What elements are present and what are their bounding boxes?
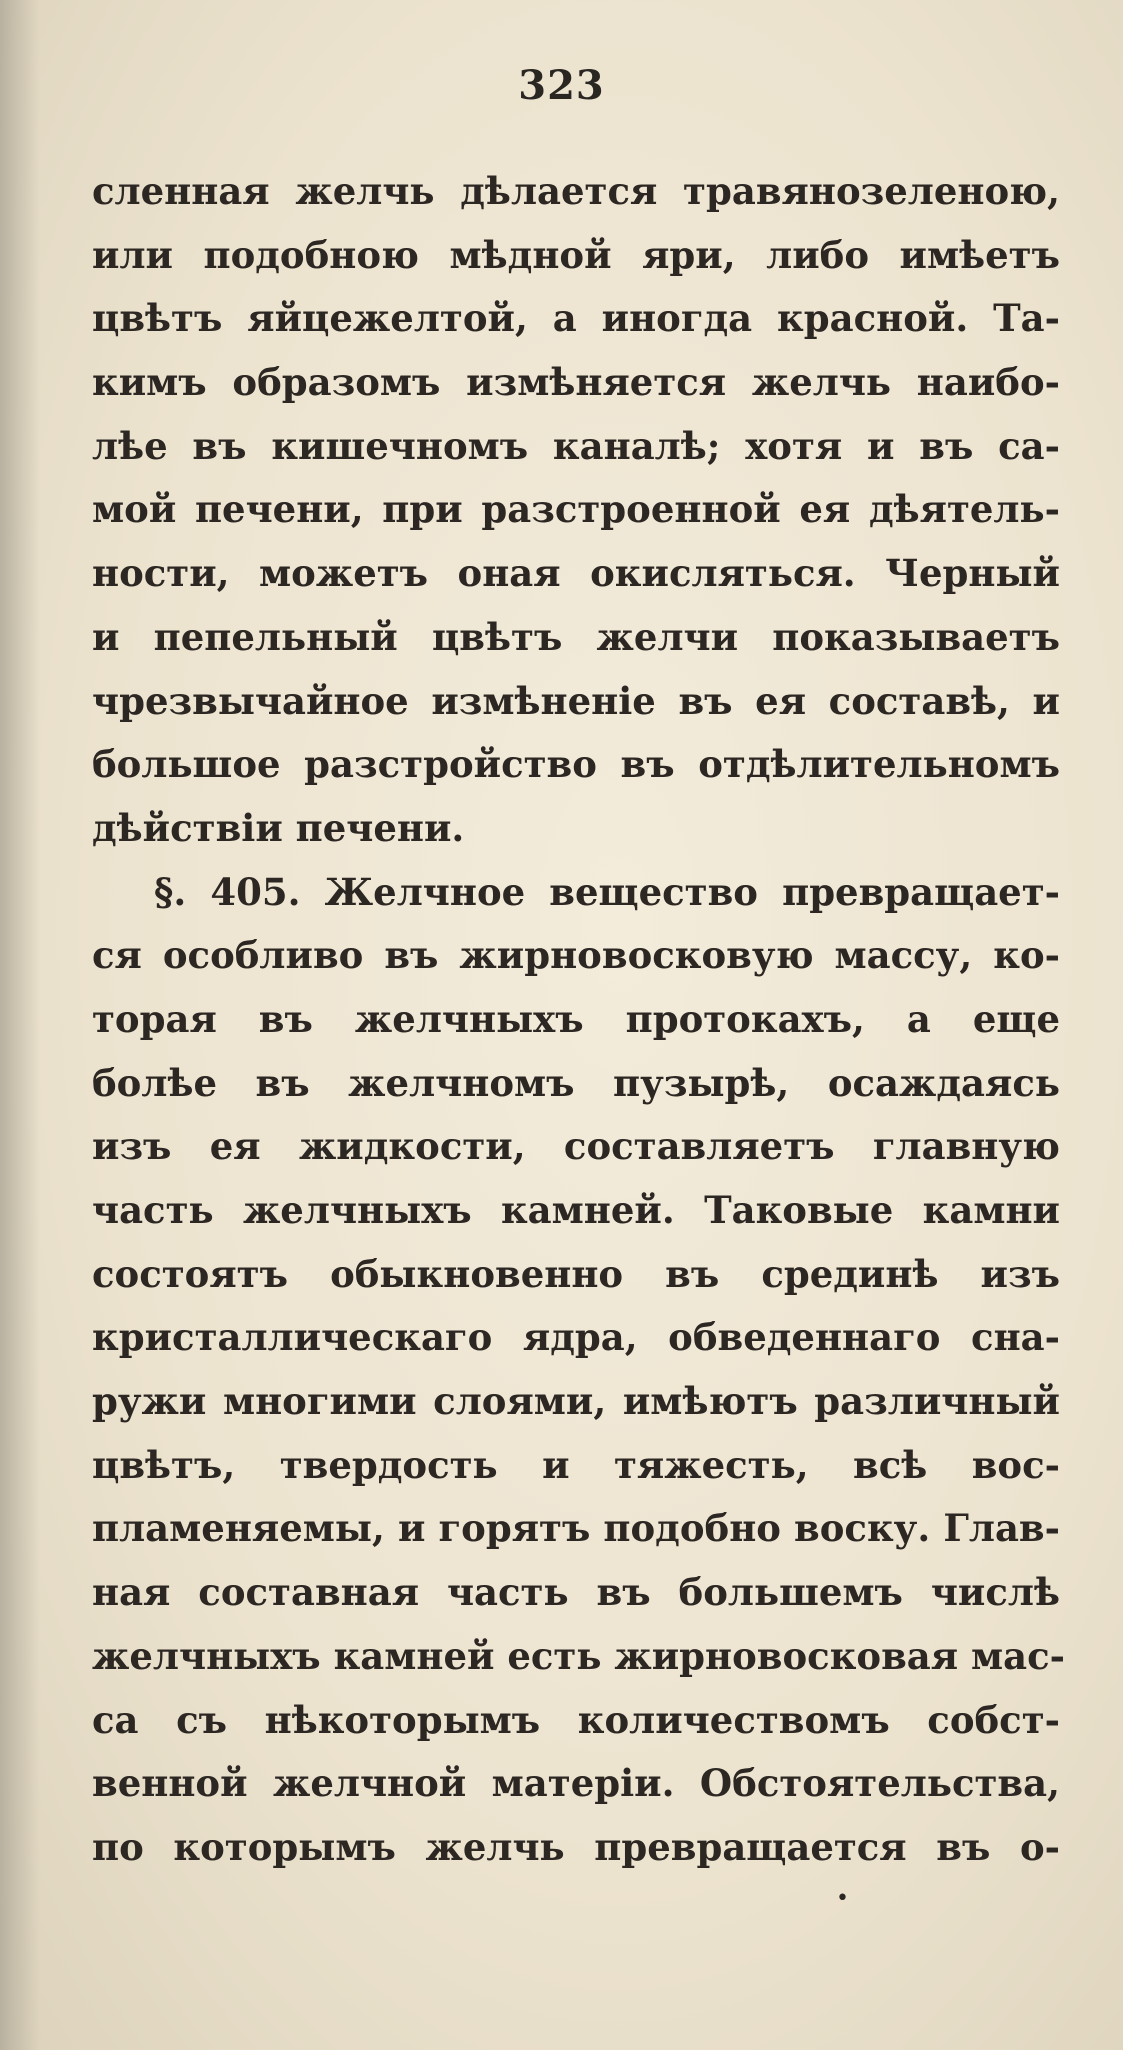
text-line: состоятъ обыкновенно въ срединѣ изъ xyxy=(92,1251,1060,1296)
signature-mark: • xyxy=(836,1886,849,1911)
text-line: или подобною мѣдной яри, либо имѣетъ xyxy=(92,232,1060,277)
text-line: ружи многими слоями, имѣютъ различный xyxy=(92,1379,1060,1424)
text-line-paragraph-end: дѣйствіи печени. xyxy=(92,805,465,850)
text-line-paragraph-start: §. 405. Желчное вещество превращает- xyxy=(154,869,1060,914)
page-number: 323 xyxy=(518,62,605,109)
text-line: лѣе въ кишечномъ каналѣ; хотя и въ са- xyxy=(92,423,1060,468)
text-line: по которымъ желчь превращается въ о- xyxy=(92,1824,1060,1869)
binding-shadow xyxy=(0,0,40,2050)
text-line: и пепельный цвѣтъ желчи показываетъ xyxy=(92,614,1060,659)
text-line: чрезвычайное измѣненіе въ ея составѣ, и xyxy=(92,678,1060,723)
text-line: кристаллическаго ядра, обведеннаго сна- xyxy=(92,1315,1060,1360)
text-line: изъ ея жидкости, составляетъ главную xyxy=(92,1124,1060,1169)
body-text xyxy=(92,160,1065,1880)
text-line: сленная желчь дѣлается травянозеленою, xyxy=(92,169,1060,213)
text-line: мой печени, при разстроенной ея дѣятель- xyxy=(92,487,1060,532)
text-line: ся особливо въ жирновосковую массу, ко- xyxy=(92,933,1060,978)
text-line: цвѣтъ, твердость и тяжесть, всѣ вос- xyxy=(92,1442,1060,1487)
text-line: пламеняемы, и горятъ подобно воску. Глав- xyxy=(92,1506,1060,1551)
text-line: са съ нѣкоторымъ количествомъ собст- xyxy=(92,1697,1060,1742)
text-line: ная составная часть въ большемъ числѣ xyxy=(92,1570,1060,1615)
text-line: часть желчныхъ камней. Таковые камни xyxy=(92,1188,1060,1232)
text-line: кимъ образомъ измѣняется желчь наибо- xyxy=(92,360,1060,405)
text-line: цвѣтъ яйцежелтой, а иногда красной. Та- xyxy=(92,296,1060,341)
text-line: большое разстройство въ отдѣлительномъ xyxy=(92,742,1060,787)
text-line: торая въ желчныхъ протокахъ, а еще xyxy=(92,996,1060,1041)
text-line: венной желчной матеріи. Обстоятельства, xyxy=(92,1761,1060,1806)
text-line: желчныхъ камней есть жирновосковая мас- xyxy=(92,1633,1065,1678)
text-line: ности, можетъ оная окисляться. Черный xyxy=(92,551,1060,596)
text-line: болѣе въ желчномъ пузырѣ, осаждаясь xyxy=(92,1060,1060,1105)
